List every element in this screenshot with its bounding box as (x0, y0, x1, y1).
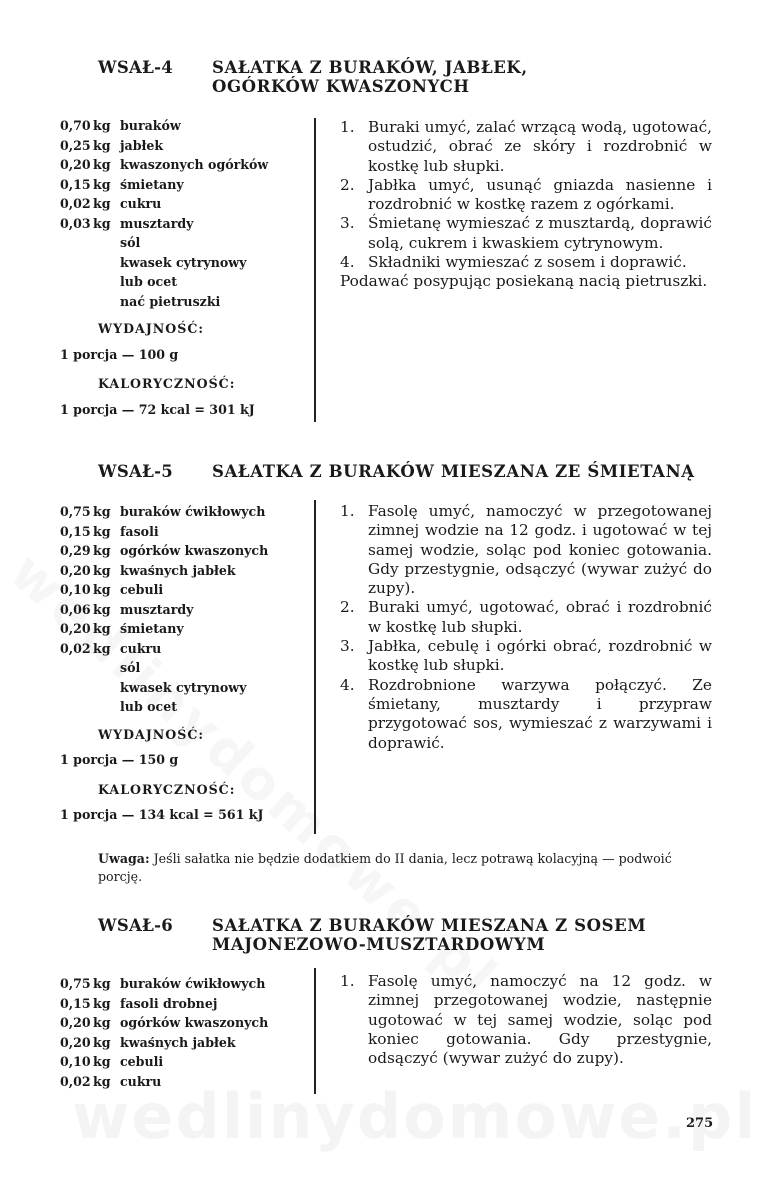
step-text: Jabłka umyć, usunąć gniazda nasienne i rozdrobnić w kostkę razem z ogórkami. (368, 175, 712, 214)
ingredient (60, 678, 268, 698)
yield-label: WYDAJNOŚĆ: (98, 321, 205, 336)
step-text: Buraki umyć, ugotować, obrać i rozdrobnić w kostkę lub słupki. (368, 598, 712, 636)
page-number: 275 (686, 1116, 714, 1131)
step-text: Fasolę umyć, namoczyć na 12 godz. w zimnej przegotowanej wodzie, następnie ugotować w tej samej wodzie, soląc pod koniec gotowania. Gdy przestygnie, odsączyć (wywar zużyć do zupy). (368, 972, 712, 1068)
ingredient-name: nać pietruszki (120, 293, 221, 309)
ingredient-qty: 0,25 (60, 137, 91, 153)
ingredient-name: fasoli drobnej (120, 995, 218, 1011)
calorie-value: 1 porcja — 72 kcal = 301 kJ (60, 401, 255, 417)
step (340, 637, 712, 676)
recipe-title (212, 58, 528, 96)
ingredient-unit: kg (93, 582, 111, 597)
ingredient-unit: kg (93, 137, 111, 153)
column-divider (314, 118, 316, 422)
recipe-code: WSAŁ-6 (98, 916, 174, 935)
recipe-note (98, 850, 708, 885)
step-number: 1. (340, 118, 355, 136)
ingredient-name: ogórków kwaszonych (120, 1015, 269, 1030)
recipe-title (212, 916, 646, 954)
step-text: Śmietanę wymieszać z musztardą, doprawić solą, cukrem i kwaskiem cytrynowym. (368, 214, 712, 252)
preparation-steps (340, 502, 712, 753)
step (340, 598, 712, 637)
ingredient-name: kwaśnych jabłek (120, 562, 236, 578)
ingredient-qty: 0,06 (60, 601, 91, 617)
ingredient-name: cukru (120, 640, 162, 656)
ingredient-unit: kg (93, 504, 111, 519)
ingredient-qty: 0,15 (60, 523, 91, 539)
ingredient-qty: 0,70 (60, 118, 91, 133)
ingredient-name: cebuli (120, 582, 164, 597)
step-text: Składniki wymieszać z sosem i doprawić. (368, 253, 687, 272)
step (340, 972, 712, 1068)
ingredient-unit: kg (93, 1034, 111, 1050)
ingredient-name: lub ocet (120, 274, 178, 289)
ingredient-unit: kg (93, 1015, 111, 1030)
ingredient-qty: 0,15 (60, 995, 91, 1011)
ingredient-name: sól (120, 235, 141, 250)
ingredient (60, 561, 268, 581)
recipe-title-line: SAŁATKA Z BURAKÓW, JABŁEK, (212, 58, 528, 77)
recipe-title-line: SAŁATKA Z BURAKÓW MIESZANA ZE ŚMIETANĄ (212, 462, 695, 481)
ingredient-list (60, 974, 268, 1091)
ingredient-qty: 0,75 (60, 504, 91, 519)
recipe-code: WSAŁ-5 (98, 462, 174, 481)
ingredient-name: cukru (120, 196, 162, 211)
note-text: Jeśli sałatka nie będzie dodatkiem do II dania, lecz potrawą kolacyjną — podwoić porcję. (98, 851, 672, 884)
ingredient (60, 658, 268, 678)
step-text: Rozdrobnione warzywa połączyć. Ze śmietany, musztardy i przypraw przygotować sos, wymieszać z warzywami i doprawić. (368, 675, 712, 752)
ingredient (60, 580, 268, 600)
ingredient (60, 1072, 268, 1092)
recipe-title (212, 462, 695, 481)
yield-value: 1 porcja — 150 g (60, 752, 179, 767)
ingredient (60, 541, 268, 561)
step-text: Jabłka, cebulę i ogórki obrać, rozdrobnić w kostkę lub słupki. (368, 637, 712, 675)
ingredient-unit: kg (93, 1054, 111, 1069)
yield-value: 1 porcja — 100 g (60, 346, 179, 362)
ingredient-name: śmietany (120, 176, 184, 192)
ingredient-unit: kg (93, 995, 111, 1011)
ingredient-name: kwaszonych ogórków (120, 157, 269, 172)
ingredient-unit: kg (93, 640, 111, 656)
ingredient-unit: kg (93, 523, 111, 539)
ingredient (60, 155, 268, 175)
ingredient (60, 639, 268, 659)
step (340, 118, 712, 176)
ingredient-name: jabłek (120, 137, 164, 153)
serving-note: Podawać posypując posiekaną nacią pietruszki. (340, 272, 708, 291)
step (340, 502, 712, 598)
ingredient (60, 233, 268, 253)
ingredient-qty: 0,10 (60, 1054, 91, 1069)
step (340, 176, 712, 215)
step-number: 2. (340, 175, 355, 194)
step-number: 3. (340, 214, 355, 233)
preparation-steps (340, 118, 712, 292)
ingredient-qty: 0,20 (60, 157, 91, 172)
recipe-title-line: SAŁATKA Z BURAKÓW MIESZANA Z SOSEM (212, 916, 647, 935)
ingredient-qty: 0,02 (60, 640, 91, 656)
step-number: 4. (340, 675, 355, 694)
column-divider (314, 500, 316, 834)
ingredient-unit: kg (93, 176, 111, 192)
ingredient-unit: kg (93, 976, 111, 991)
ingredient-name: kwasek cytrynowy (120, 679, 247, 695)
ingredient-qty: 0,02 (60, 1073, 91, 1089)
step-text: Fasolę umyć, namoczyć w przegotowanej zimnej wodzie na 12 godz. i ugotować w tej samej wodzie, soląc pod koniec gotowania. Gdy przestygnie, odsączyć (wywar zużyć do zupy). (368, 502, 712, 598)
yield-label: WYDAJNOŚĆ: (98, 726, 205, 742)
column-divider (314, 968, 316, 1094)
ingredient (60, 697, 268, 717)
calorie-value: 1 porcja — 134 kcal = 561 kJ (60, 807, 264, 822)
recipe-title-line: OGÓRKÓW KWASZONYCH (212, 77, 470, 96)
ingredient-list (60, 502, 268, 825)
step (340, 214, 712, 253)
ingredient-name: cukru (120, 1073, 162, 1089)
ingredient-name: kwaśnych jabłek (120, 1034, 236, 1050)
ingredient-name: fasoli (120, 523, 159, 539)
ingredient (60, 1013, 268, 1033)
ingredient-name: musztardy (120, 601, 194, 617)
ingredient-qty: 0,15 (60, 176, 91, 192)
step-number: 1. (340, 972, 355, 990)
step-number: 4. (340, 253, 355, 272)
ingredient (60, 619, 268, 639)
ingredient-list (60, 116, 268, 419)
ingredient-qty: 0,20 (60, 1015, 91, 1030)
ingredient-name: lub ocet (120, 699, 178, 714)
ingredient (60, 974, 268, 994)
ingredient (60, 136, 268, 156)
ingredient-qty: 0,20 (60, 1034, 91, 1050)
ingredient (60, 522, 268, 542)
ingredient-unit: kg (93, 196, 111, 211)
step-number: 1. (340, 502, 355, 520)
ingredient-name: cebuli (120, 1054, 164, 1069)
ingredient-name: buraków ćwikłowych (120, 504, 266, 519)
ingredient (60, 292, 268, 312)
ingredient-unit: kg (93, 1073, 111, 1089)
ingredient-unit: kg (93, 215, 111, 231)
ingredient-unit: kg (93, 543, 111, 558)
ingredient-qty: 0,20 (60, 621, 91, 636)
ingredient-name: śmietany (120, 621, 184, 636)
ingredient-qty: 0,03 (60, 215, 91, 231)
ingredient-qty: 0,75 (60, 976, 91, 991)
step-number: 2. (340, 598, 355, 617)
ingredient-unit: kg (93, 562, 111, 578)
ingredient-unit: kg (93, 621, 111, 636)
step (340, 676, 712, 753)
preparation-steps (340, 972, 712, 1068)
ingredient (60, 194, 268, 214)
ingredient (60, 1033, 268, 1053)
ingredient-qty: 0,29 (60, 543, 91, 558)
ingredient (60, 214, 268, 234)
ingredient-unit: kg (93, 118, 111, 133)
ingredient-name: ogórków kwaszonych (120, 543, 269, 558)
ingredient-name: buraków ćwikłowych (120, 976, 266, 991)
ingredient (60, 253, 268, 273)
calorie-label: KALORYCZNOŚĆ: (98, 781, 236, 797)
ingredient-unit: kg (93, 601, 111, 617)
ingredient (60, 1052, 268, 1072)
ingredient (60, 600, 268, 620)
ingredient-unit: kg (93, 157, 111, 172)
ingredient (60, 116, 268, 136)
step-text: Buraki umyć, zalać wrzącą wodą, ugotować, ostudzić, obrać ze skóry i rozdrobnić w kostkę lub słupki. (368, 118, 712, 175)
ingredient-qty: 0,02 (60, 196, 91, 211)
recipe-code: WSAŁ-4 (98, 58, 174, 77)
note-label: Uwaga: (98, 851, 150, 866)
ingredient (60, 994, 268, 1014)
recipe-title-line: MAJONEZOWO-MUSZTARDOWYM (212, 935, 546, 954)
ingredient-qty: 0,10 (60, 582, 91, 597)
ingredient (60, 175, 268, 195)
ingredient-name: kwasek cytrynowy (120, 254, 247, 270)
ingredient (60, 272, 268, 292)
calorie-label: KALORYCZNOŚĆ: (98, 376, 236, 391)
ingredient-name: sól (120, 660, 141, 675)
ingredient-qty: 0,20 (60, 562, 91, 578)
ingredient-name: buraków (120, 118, 181, 133)
ingredient (60, 502, 268, 522)
ingredient-name: musztardy (120, 215, 194, 231)
step (340, 253, 712, 272)
step-number: 3. (340, 637, 355, 656)
